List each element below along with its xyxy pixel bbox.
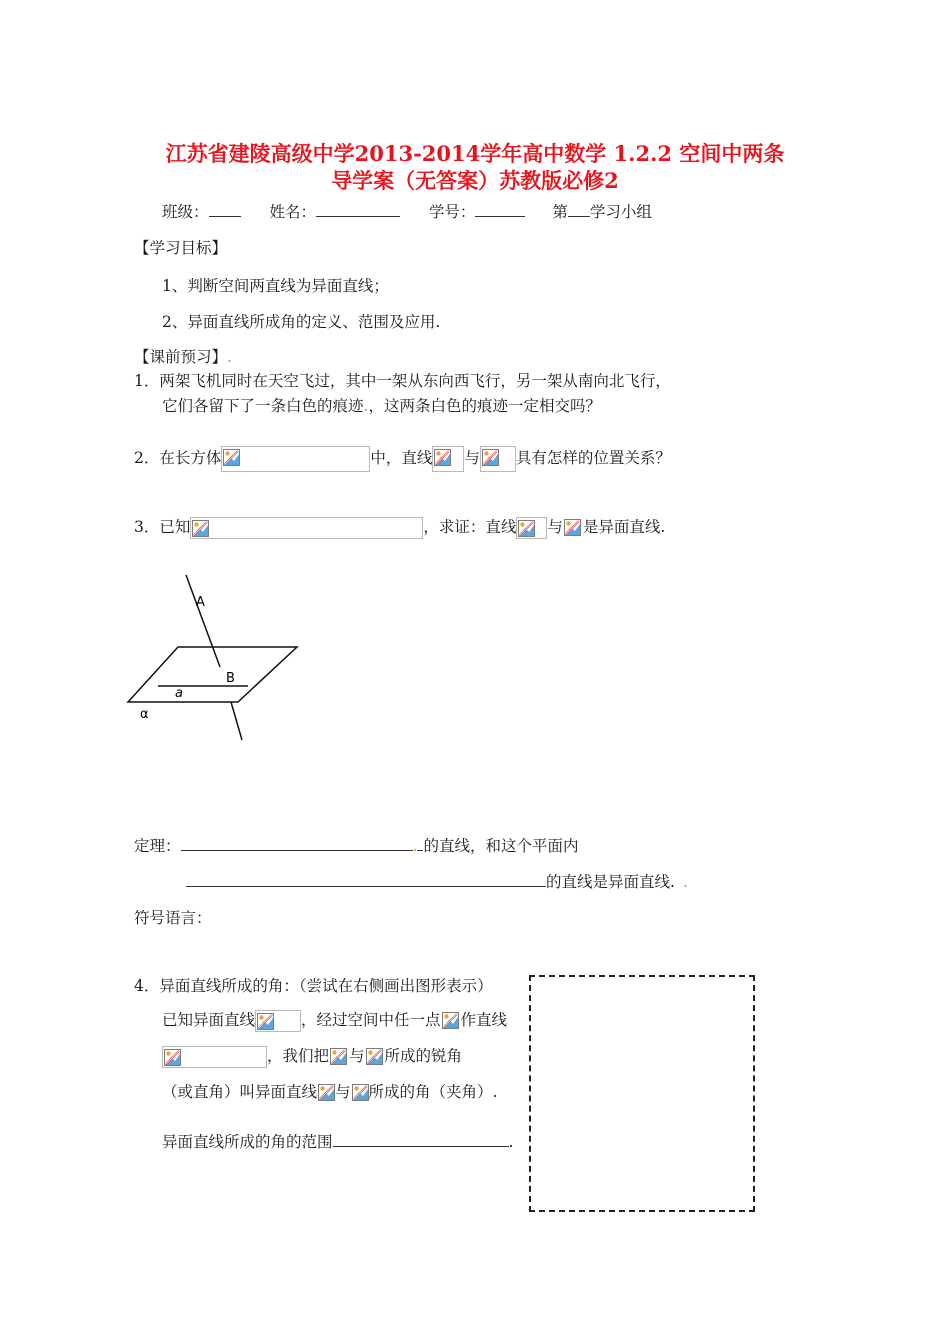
broken-image-icon [351,1082,369,1104]
theorem-blank-1[interactable] [181,836,413,851]
page-title: 江苏省建陵高级中学2013-2014学年高中数学 1.2.2 空间中两条 [165,141,785,166]
class-blank[interactable] [209,202,241,217]
plane-alpha [128,647,297,702]
line-A-upper [186,575,220,667]
theorem-line-2: 的直线是异面直线. . [186,872,688,892]
theorem-label: 定理： [134,837,181,855]
label-A: A [196,595,205,610]
angle-range-blank[interactable] [333,1132,509,1147]
label-alpha: α [140,707,149,722]
goal-item-2: 2、异面直线所成角的定义、范围及应用. [162,313,441,331]
broken-image-icon [480,446,516,472]
question-4-line-3: ，我们把 与 所成的锐角 [162,1046,462,1068]
drawing-area-box[interactable] [529,975,755,1212]
broken-image-icon [365,1046,385,1068]
broken-image-icon [190,517,423,539]
preview-heading: 【课前预习】. [134,348,232,366]
broken-image-icon [162,1046,267,1068]
broken-image-icon [563,517,583,539]
theorem-line-1: 定理： . 的直线，和这个平面内 [134,837,579,855]
broken-image-icon [329,1046,349,1068]
broken-image-icon [432,446,464,472]
question-4-line-4: （或直角）叫异面直线 与 所成的角（夹角）. [162,1082,497,1104]
name-label: 姓名： [269,203,316,221]
name-blank[interactable] [316,202,400,217]
label-B: B [226,671,235,686]
question-4-line-1: 4．异面直线所成的角：（尝试在右侧画出图形表示） [134,977,493,995]
theorem-blank-2[interactable] [186,872,546,887]
question-4-line-5: 异面直线所成的角的范围 . [162,1133,514,1151]
id-blank[interactable] [475,202,525,217]
class-label: 班级： [162,203,209,221]
question-3: 3．已知 ，求证：直线 与 是异面直线. [134,517,665,539]
question-2: 2．在长方体 中，直线 与 具有怎样的位置关系？ [134,446,671,472]
group-prefix: 第 [552,203,568,221]
label-a: a [175,686,183,701]
goals-heading: 【学习目标】 [134,239,228,257]
line-A-lower [231,702,242,740]
info-line [162,202,652,222]
id-label: 学号： [428,203,476,221]
broken-image-icon [255,1010,301,1032]
plane-line-figure [120,570,310,745]
question-4-line-2: 已知异面直线 ，经过空间中任一点 作直线 [162,1010,507,1032]
broken-image-icon [317,1082,335,1104]
goal-item-1: 1、判断空间两直线为异面直线； [162,277,389,295]
question-1-line-1: 1．两架飞机同时在天空飞过，其中一架从东向西飞行，另一架从南向北飞行， [134,372,671,390]
broken-image-icon [516,517,547,539]
page-subtitle: 导学案（无答案）苏教版必修2 [331,168,619,193]
symbol-language-label: 符号语言： [134,909,212,927]
group-suffix: 学习小组 [589,203,652,221]
broken-image-icon [441,1010,461,1032]
group-blank[interactable] [568,202,590,217]
question-1-line-2: 它们各留下了一条白色的痕迹.，这两条白色的痕迹一定相交吗？ [162,397,601,415]
broken-image-icon [221,446,370,472]
